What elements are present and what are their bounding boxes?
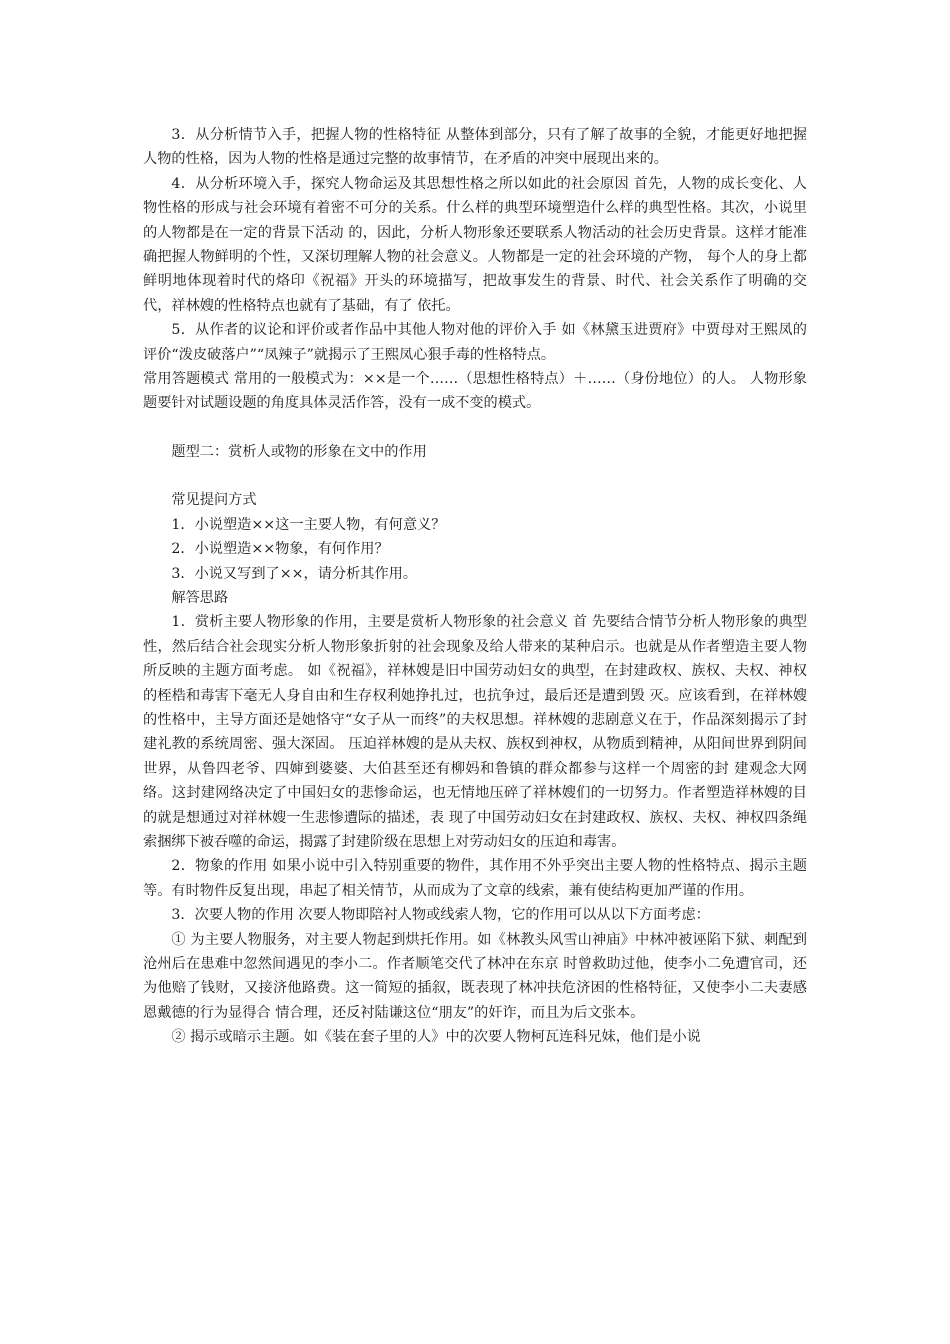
paragraph-method-3: 3．从分析情节入手，把握人物的性格特征 从整体到部分，只有了解了故事的全貌，才能更好地把握人物的性格，因为人物的性格是通过完整的故事情节，在矛盾的冲突中展现出来的。: [143, 127, 807, 168]
solve-item-2: 2．物象的作用 如果小说中引入特别重要的物件，其作用不外乎突出主要人物的性格特点、揭示主题等。有时物件反复出现，串起了相关情节，从而成为了文章的线索，兼有使结构更加严谨的作用。: [143, 858, 807, 899]
paragraph-answer-mode: 常用答题模式 常用的一般模式为：××是一个……（思想性格特点）＋……（身份地位）的人。 人物形象题要针对试题设题的角度具体灵活作答，没有一成不变的模式。: [143, 371, 807, 412]
ask-item-1: 1．小说塑造××这一主要人物，有何意义？: [171, 516, 446, 533]
section-heading-type-2: 题型二：赏析人或物的形象在文中的作用: [171, 443, 427, 460]
ask-item-2: 2．小说塑造××物象，有何作用？: [171, 541, 389, 558]
ask-item-3: 3．小说又写到了××，请分析其作用。: [171, 565, 418, 582]
paragraph-method-4: 4．从分析环境入手，探究人物命运及其思想性格之所以如此的社会原因 首先，人物的成长变化、人物性格的形成与社会环境有着密不可分的关系。什么样的典型环境塑造什么样的典型性格。其次，小说里的人物都是在一定的背景下活动 的，因此，分析人物形象还要联系人物活动的社会历史背景。这样才能准确把握人物鲜明的个性，又深切理解人物的社会意义。人物都是一定的社会环境的产物， 每个人的身上都鲜明地体现着时代的烙印《祝福》开头的环境描写，把故事发生的背景、时代、社会关系作了明确的交代，祥林嫂的性格特点也就有了基础，有了 依托。: [143, 175, 807, 314]
solve-item-3-point-1: ① 为主要人物服务，对主要人物起到烘托作用。如《林教头风雪山神庙》中林冲被诬陷下狱、刺配到沧州后在患难中忽然间遇见的李小二。作者顺笔交代了林冲在东京 时曾救助过他，使李小二免遭官司，还为他赔了钱财，又接济他路费。这一简短的插叙，既表现了林冲扶危济困的性格特征，又使李小二夫妻感恩戴德的行为显得合 情合理，还反衬陆谦这位“朋友”的奸诈，而且为后文张本。: [143, 931, 807, 1021]
solve-item-3-point-2: ② 揭示或暗示主题。如《装在套子里的人》中的次要人物柯瓦连科兄妹，他们是小说: [171, 1029, 701, 1046]
solve-item-1: 1．赏析主要人物形象的作用，主要是赏析人物形象的社会意义 首 先要结合情节分析人物形象的典型性，然后结合社会现实分析人物形象折射的社会现象及给人带来的某种启示。也就是从作者塑造主要人物所反映的主题方面考虑。 如《祝福》，祥林嫂是旧中国劳动妇女的典型，在封建政权、族权、夫权、神权的桎梏和毒害下毫无人身自由和生存权利她挣扎过，也抗争过，最后还是遭到毁 灭。应该看到，在祥林嫂的性格中，主导方面还是她恪守“女子从一而终”的夫权思想。祥林嫂的悲剧意义在于，作品深刻揭示了封建礼教的系统周密、强大深固。 压迫祥林嫂的是从夫权、族权到神权，从物质到精神，从阳间世界到阴间世界，从鲁四老爷、四婶到婆婆、大伯甚至还有柳妈和鲁镇的群众都参与这样一个周密的封 建观念大网络。这封建网络决定了中国妇女的悲惨命运，也无情地压碎了祥林嫂们的一切努力。作者塑造祥林嫂的目的就是想通过对祥林嫂一生悲惨遭际的描述，表 现了中国劳动妇女在封建政权、族权、夫权、神权四条绳索捆绑下被吞噬的命运，揭露了封建阶级在思想上对劳动妇女的压迫和毒害。: [143, 614, 807, 850]
subheading-ask-methods: 常见提问方式: [171, 492, 257, 509]
document-body: [143, 123, 807, 1050]
paragraph-method-5: 5．从作者的议论和评价或者作品中其他人物对他的评价入手 如《林黛玉进贾府》中贾母对王熙凤的评价“泼皮破落户”“凤辣子”就揭示了王熙凤心狠手毒的性格特点。: [143, 322, 807, 363]
subheading-solve-ideas: 解答思路: [171, 589, 229, 606]
solve-item-3: 3．次要人物的作用 次要人物即陪衬人物或线索人物，它的作用可以从以下方面考虑：: [171, 907, 710, 924]
